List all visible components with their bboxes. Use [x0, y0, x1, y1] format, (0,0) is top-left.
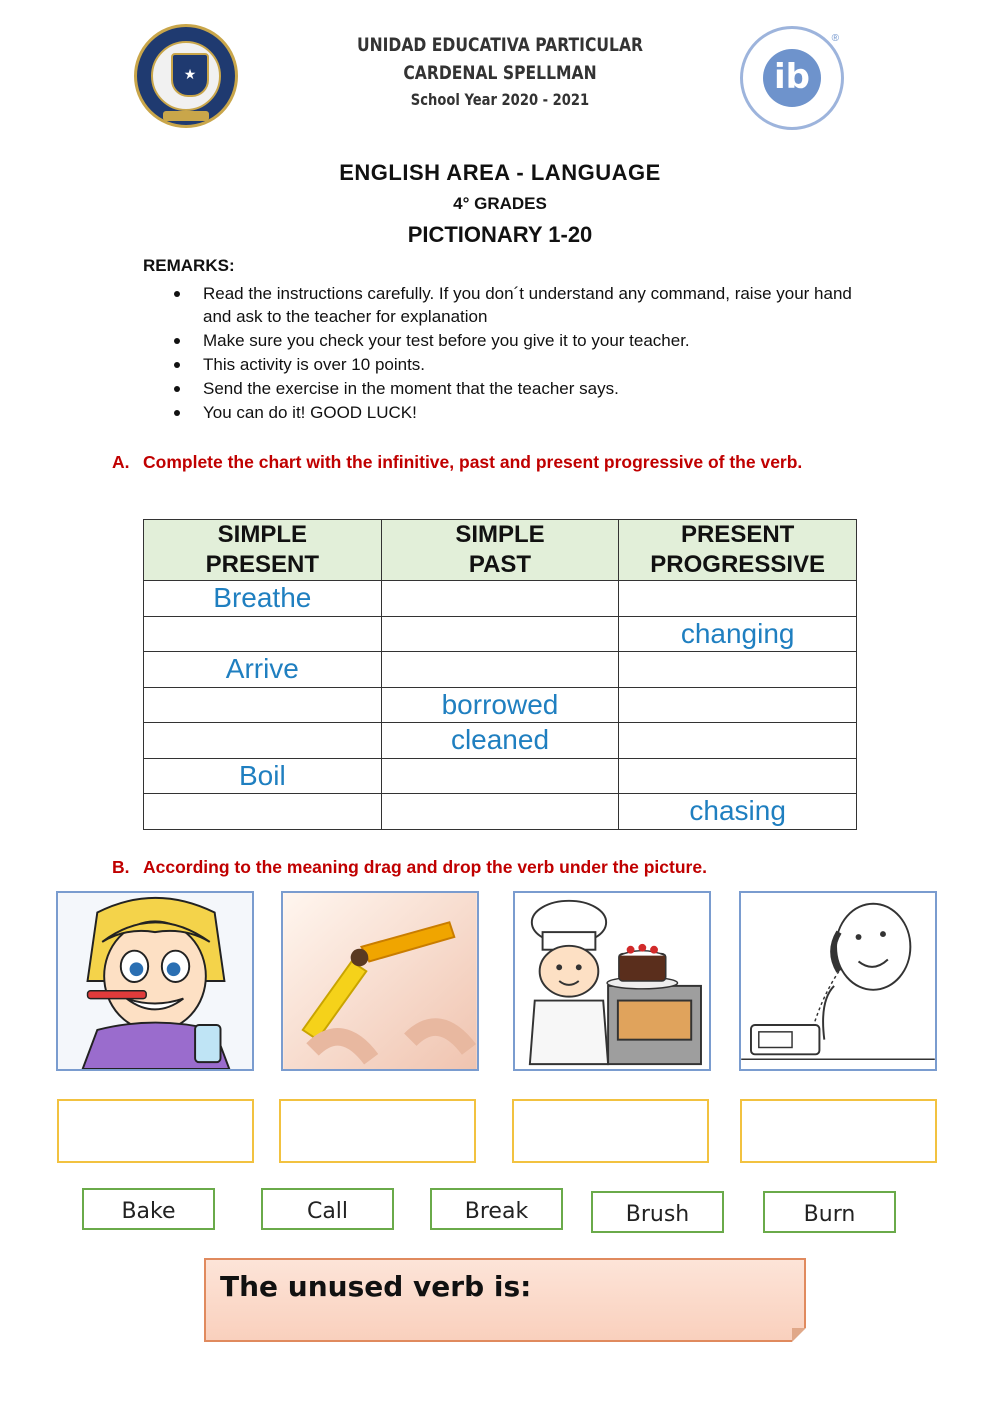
ib-logo-mark: ib: [763, 49, 821, 107]
remark-item: Send the exercise in the moment that the teacher says.: [170, 377, 870, 400]
section-a-instruction: [112, 450, 872, 474]
section-b-letter: B.: [112, 857, 130, 877]
unused-verb-box[interactable]: [204, 1258, 806, 1342]
remark-item: You can do it! GOOD LUCK!: [170, 401, 870, 424]
answer-cell[interactable]: [144, 616, 382, 652]
table-cell: Arrive: [144, 652, 382, 688]
verb-chip-bake[interactable]: Bake: [82, 1188, 215, 1230]
answer-cell[interactable]: [619, 723, 857, 759]
answer-cell[interactable]: [144, 794, 382, 830]
section-b-instruction: [112, 855, 872, 879]
school-logo-ribbon: [163, 111, 209, 121]
answer-cell[interactable]: [619, 758, 857, 794]
table-cell: chasing: [619, 794, 857, 830]
unused-verb-label: The unused verb is:: [220, 1270, 532, 1303]
drop-box-4[interactable]: [740, 1099, 937, 1163]
section-a-text: Complete the chart with the infinitive, past and present progressive of the verb.: [143, 452, 803, 472]
section-a-letter: A.: [112, 452, 130, 472]
school-name-line1: UNIDAD EDUCATIVA PARTICULAR: [356, 34, 644, 56]
remarks-list: [170, 282, 870, 425]
activity-title: PICTIONARY 1-20: [407, 222, 593, 247]
answer-cell[interactable]: [144, 687, 382, 723]
answer-cell[interactable]: [619, 581, 857, 617]
table-row: [144, 652, 857, 688]
table-row: [144, 616, 857, 652]
school-year: School Year 2020 - 2021: [410, 90, 590, 109]
remark-item: Make sure you check your test before you give it to your teacher.: [170, 329, 870, 352]
table-cell: Boil: [144, 758, 382, 794]
verb-chip-burn[interactable]: Burn: [763, 1191, 896, 1233]
table-cell: borrowed: [381, 687, 619, 723]
answer-cell[interactable]: [381, 652, 619, 688]
picture-boy-on-phone: [739, 891, 937, 1071]
verb-chip-call[interactable]: Call: [261, 1188, 394, 1230]
school-logo: [134, 24, 238, 128]
answer-cell[interactable]: [381, 758, 619, 794]
verb-chart-header: [144, 520, 857, 581]
answer-cell[interactable]: [619, 652, 857, 688]
picture-broken-pencil: [281, 891, 479, 1071]
remarks-heading: REMARKS:: [143, 256, 235, 275]
table-cell: cleaned: [381, 723, 619, 759]
school-name-line2: CARDENAL SPELLMAN: [403, 62, 597, 84]
remark-item: Read the instructions carefully. If you don´t understand any command, raise your hand and ask to the teacher for explanation: [170, 282, 870, 328]
header-simple-past: SIMPLE PAST: [381, 520, 619, 581]
section-b-text: According to the meaning drag and drop the verb under the picture.: [143, 857, 707, 877]
verb-chart: [143, 519, 857, 830]
table-row: [144, 723, 857, 759]
grade-title: 4° GRADES: [453, 194, 547, 213]
picture-girl-brushing-teeth: [56, 891, 254, 1071]
answer-cell[interactable]: [381, 794, 619, 830]
header-simple-present: SIMPLE PRESENT: [144, 520, 382, 581]
table-row: [144, 794, 857, 830]
table-cell: Breathe: [144, 581, 382, 617]
drop-box-1[interactable]: [57, 1099, 254, 1163]
table-row: [144, 687, 857, 723]
area-title: ENGLISH AREA - LANGUAGE: [339, 160, 661, 185]
drop-box-2[interactable]: [279, 1099, 476, 1163]
table-row: [144, 581, 857, 617]
shield-icon: ★: [171, 53, 209, 97]
answer-cell[interactable]: [144, 723, 382, 759]
verb-chip-brush[interactable]: Brush: [591, 1191, 724, 1233]
remark-item: This activity is over 10 points.: [170, 353, 870, 376]
drop-box-3[interactable]: [512, 1099, 709, 1163]
answer-cell[interactable]: [381, 581, 619, 617]
verb-chip-break[interactable]: Break: [430, 1188, 563, 1230]
answer-cell[interactable]: [381, 616, 619, 652]
ib-logo: ® ib: [740, 26, 844, 130]
table-row: [144, 758, 857, 794]
picture-chef-baking-cake: [513, 891, 711, 1071]
table-cell: changing: [619, 616, 857, 652]
answer-cell[interactable]: [619, 687, 857, 723]
header-present-progressive: PRESENT PROGRESSIVE: [619, 520, 857, 581]
